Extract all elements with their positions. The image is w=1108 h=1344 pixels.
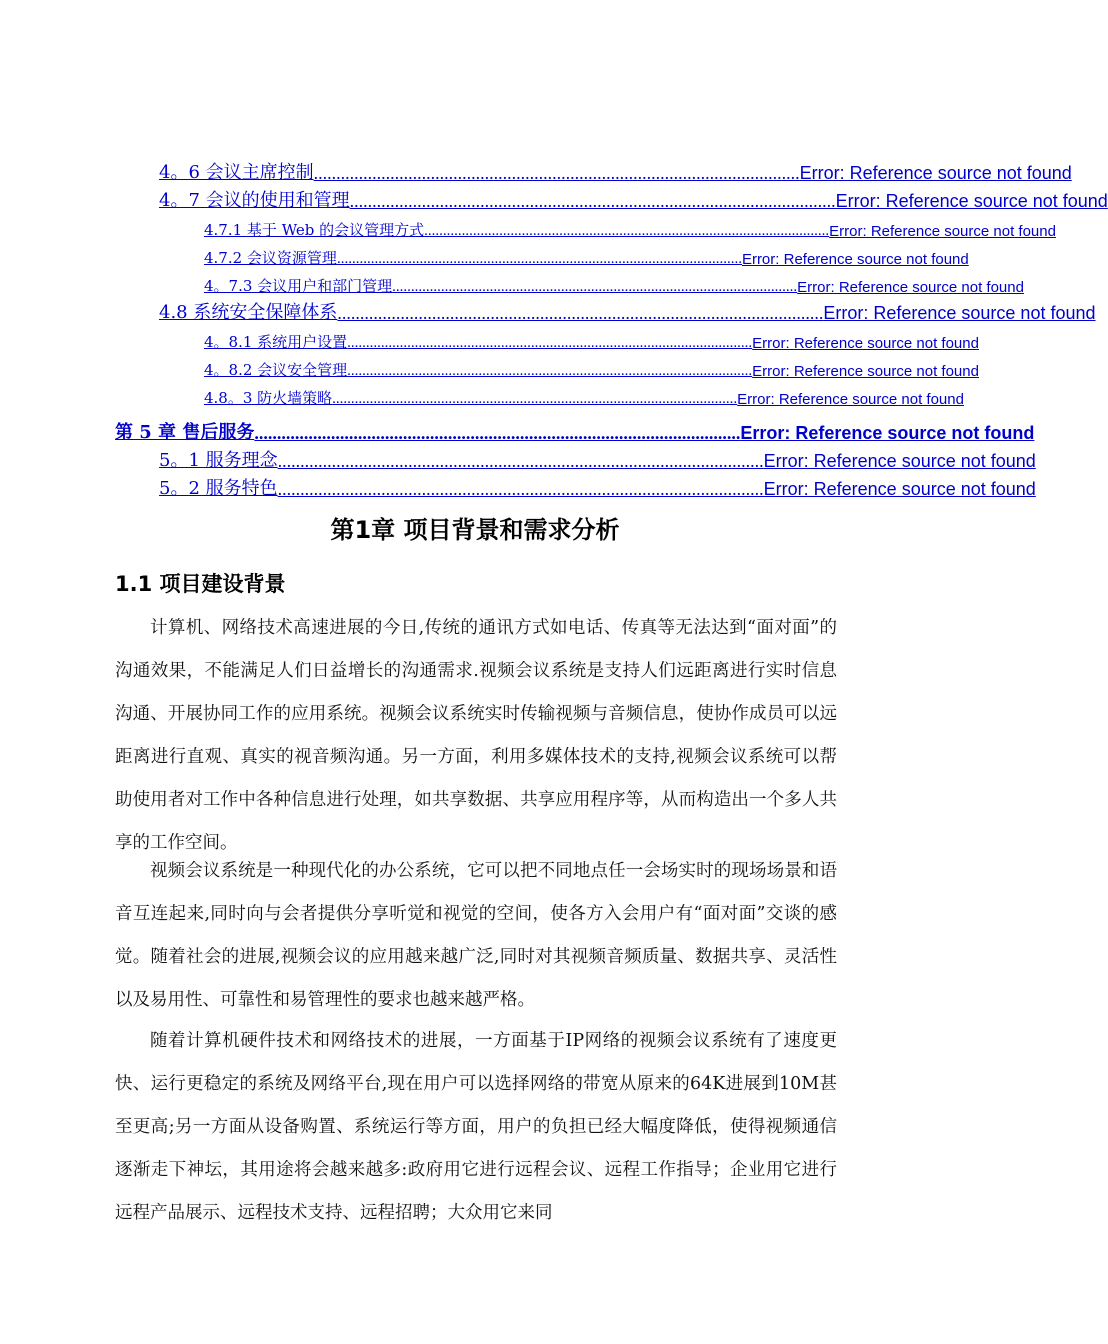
toc-leader-dots: ............................................................................................................ xyxy=(332,391,738,407)
toc-entry-chapter-5[interactable] xyxy=(115,418,1035,444)
toc-entry-ref: Error: Reference source not found xyxy=(835,191,1108,211)
toc-leader-dots: ............................................................................................................ xyxy=(392,279,798,295)
section-title: 1.1 项目建设背景 xyxy=(115,572,286,596)
toc-entry-label: 4。7 会议的使用和管理 xyxy=(159,190,350,211)
toc-entry-label: 4。8.2 会议安全管理 xyxy=(204,361,348,379)
toc-leader-dots: ............................................................................................................ xyxy=(254,423,741,443)
toc-leader-dots: ............................................................................................................ xyxy=(424,223,830,239)
body-paragraph: 计算机、网络技术高速进展的今日,传统的通讯方式如电话、传真等无法达到“面对面”的沟通效果，不能满足人们日益增长的沟通需求.视频会议系统是支持人们远距离进行实时信息沟通、开展协同工作的应用系统。视频会议系统实时传输视频与音频信息，使协作成员可以远距离进行直观、真实的视音频沟通。另一方面，利用多媒体技术的支持,视频会议系统可以帮助使用者对工作中各种信息进行处理，如共享数据、共享应用程序等，从而构造出一个多人共享的工作空间。 xyxy=(115,618,837,853)
toc-entry-label: 5。2 服务特色 xyxy=(159,478,278,499)
toc-leader-dots: ............................................................................................................ xyxy=(349,191,836,211)
toc-leader-dots: ............................................................................................................ xyxy=(347,335,753,351)
body-paragraph: 随着计算机硬件技术和网络技术的进展，一方面基于IP网络的视频会议系统有了速度更快、运行更稳定的系统及网络平台,现在用户可以选择网络的带宽从原来的64K进展到10M甚至更高;另一方面从设备购置、系统运行等方面，用户的负担已经大幅度降低，使得视频通信逐渐走下神坛，其用途将会越来越多:政府用它进行远程会议、远程工作指导；企业用它进行远程产品展示、远程技术支持、远程招聘；大众用它来同 xyxy=(115,1031,837,1223)
toc-entry-ref: Error: Reference source not found xyxy=(829,223,1056,240)
toc-leader-dots: ............................................................................................................ xyxy=(313,163,800,183)
toc-entry-4-7-1[interactable] xyxy=(204,214,1056,240)
toc-leader-dots: ............................................................................................................ xyxy=(336,251,742,267)
toc-entry-label: 第 5 章 售后服务 xyxy=(115,422,255,443)
toc-entry-ref: Error: Reference source not found xyxy=(763,451,1036,471)
toc-entry-4-8[interactable] xyxy=(159,298,1096,324)
toc-entry-label: 4。8.1 系统用户设置 xyxy=(204,333,348,351)
toc-entry-label: 4。7.3 会议用户和部门管理 xyxy=(204,277,393,295)
chapter-title: 第1章 项目背景和需求分析 xyxy=(330,516,620,544)
toc-entry-ref: Error: Reference source not found xyxy=(737,391,964,408)
toc-entry-label: 4.7.1 基于 Web 的会议管理方式 xyxy=(204,221,425,239)
toc-entry-label: 4.7.2 会议资源管理 xyxy=(204,249,337,267)
toc-entry-ref: Error: Reference source not found xyxy=(823,303,1096,323)
toc-leader-dots: ............................................................................................................ xyxy=(277,479,764,499)
toc-entry-label: 4.8 系统安全保障体系 xyxy=(159,302,338,323)
toc-leader-dots: ............................................................................................................ xyxy=(337,303,824,323)
toc-entry-4-7[interactable] xyxy=(159,186,1108,212)
toc-entry-ref: Error: Reference source not found xyxy=(741,251,969,268)
toc-entry-4-7-3[interactable] xyxy=(204,270,1024,296)
toc-entry-label: 4.8。3 防火墙策略 xyxy=(204,389,333,407)
toc-entry-ref: Error: Reference source not found xyxy=(799,163,1072,183)
toc-entry-label: 5。1 服务理念 xyxy=(159,450,278,471)
toc-entry-ref: Error: Reference source not found xyxy=(752,335,979,352)
toc-entry-ref: Error: Reference source not found xyxy=(763,479,1036,499)
toc-entry-4-8-3[interactable] xyxy=(204,382,964,408)
body-paragraph: 视频会议系统是一种现代化的办公系统，它可以把不同地点任一会场实时的现场场景和语音互连起来,同时向与会者提供分享听觉和视觉的空间，使各方入会用户有“面对面”交谈的感觉。随着社会的进展,视频会议的应用越来越广泛,同时对其视频音频质量、数据共享、灵活性以及易用性、可靠性和易管理性的要求也越来越严格。 xyxy=(115,861,837,1010)
toc-entry-5-2[interactable] xyxy=(159,474,1036,500)
toc-leader-dots: ............................................................................................................ xyxy=(347,363,753,379)
toc-entry-label: 4。6 会议主席控制 xyxy=(159,162,314,183)
toc-entry-ref: Error: Reference source not found xyxy=(752,363,979,380)
toc-entry-ref: Error: Reference source not found xyxy=(797,279,1024,296)
toc-entry-4-8-1[interactable] xyxy=(204,326,979,352)
toc-entry-4-6[interactable] xyxy=(159,158,1072,184)
toc-entry-4-7-2[interactable] xyxy=(204,242,969,268)
toc-leader-dots: ............................................................................................................ xyxy=(277,451,764,471)
toc-entry-4-8-2[interactable] xyxy=(204,354,979,380)
toc-entry-5-1[interactable] xyxy=(159,446,1036,472)
toc-entry-ref: Error: Reference source not found xyxy=(740,423,1035,443)
